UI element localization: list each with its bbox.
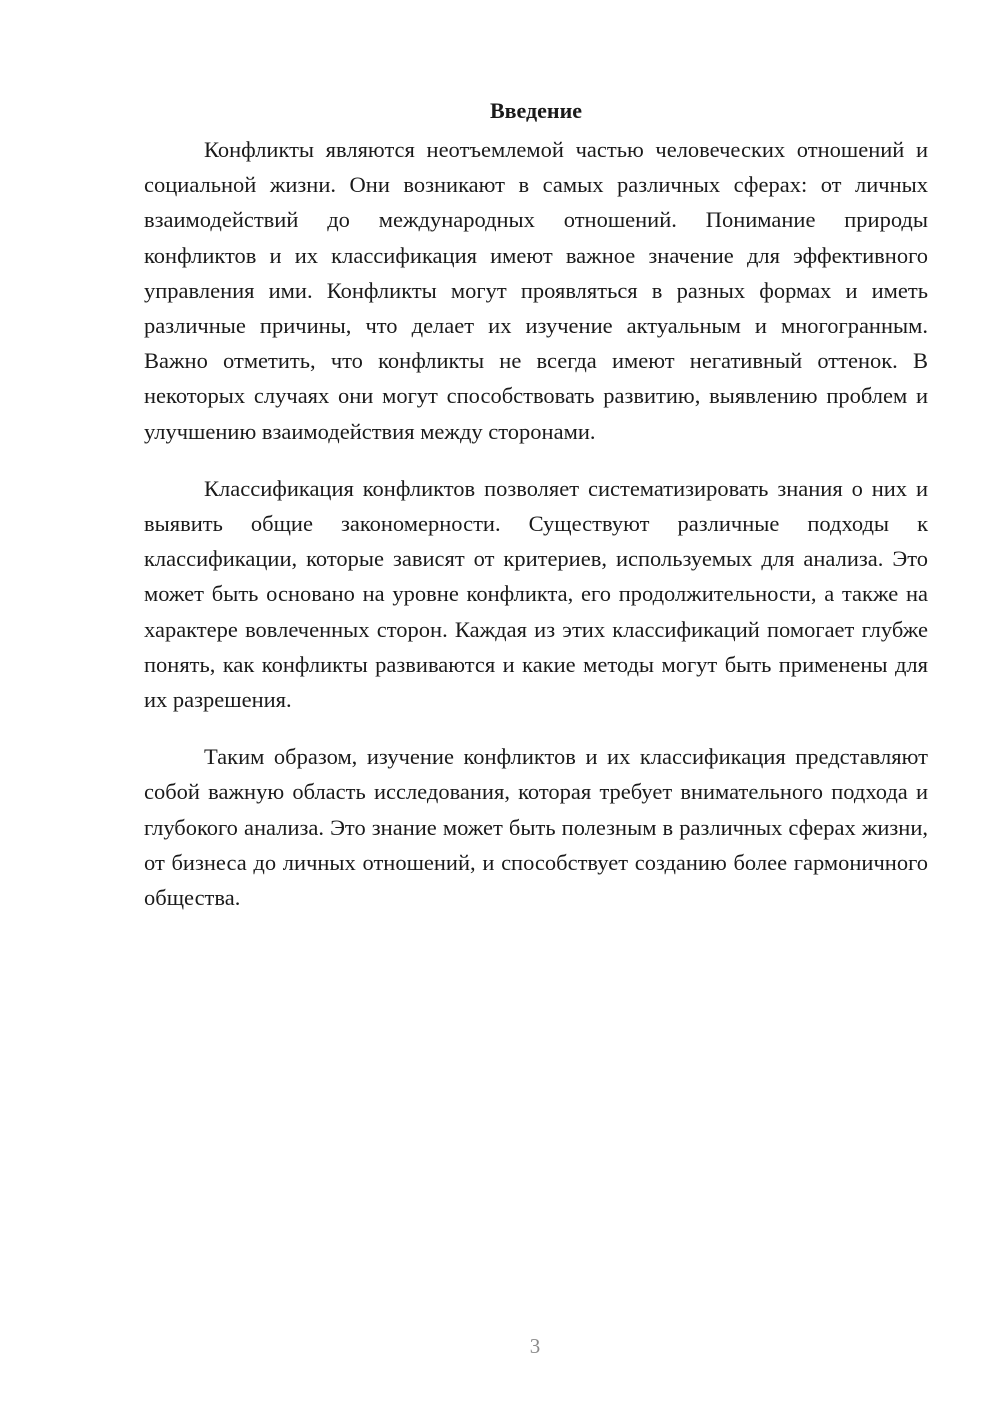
paragraph-classification: Классификация конфликтов позволяет систематизировать знания о них и выявить общие закономерности. Существуют различные подходы к классификации, которые зависят от критериев, используемых для анализа. Это может быть основано на уровне конфликта, его продолжительности, а также на характере вовлеченных сторон. Каждая из этих классификаций помогает глубже понять, как конфликты развиваются и какие методы могут быть применены для их разрешения. [144,475,928,713]
page-number: 3 [529,1334,541,1358]
paragraph-conclusion: Таким образом, изучение конфликтов и их классификация представляют собой важную область исследования, которая требует внимательного подхода и глубокого анализа. Это знание может быть полезным в различных сферах жизни, от бизнеса до личных отношений, и способствует созданию более гармоничного общества. [144,744,928,911]
page-content [144,96,928,937]
paragraph-intro: Конфликты являются неотъемлемой частью человеческих отношений и социальной жизни. Они возникают в самых различных сферах: от личных взаимодействий до международных отношений. Понимание природы конфликтов и их классификация имеют важное значение для эффективного управления ими. Конфликты могут проявляться в разных формах и иметь различные причины, что делает их изучение актуальным и многогранным. Важно отметить, что конфликты не всегда имеют негативный оттенок. В некоторых случаях они могут способствовать развитию, выявлению проблем и улучшению взаимодействия между сторонами. [144,137,928,444]
section-title: Введение [489,98,583,123]
